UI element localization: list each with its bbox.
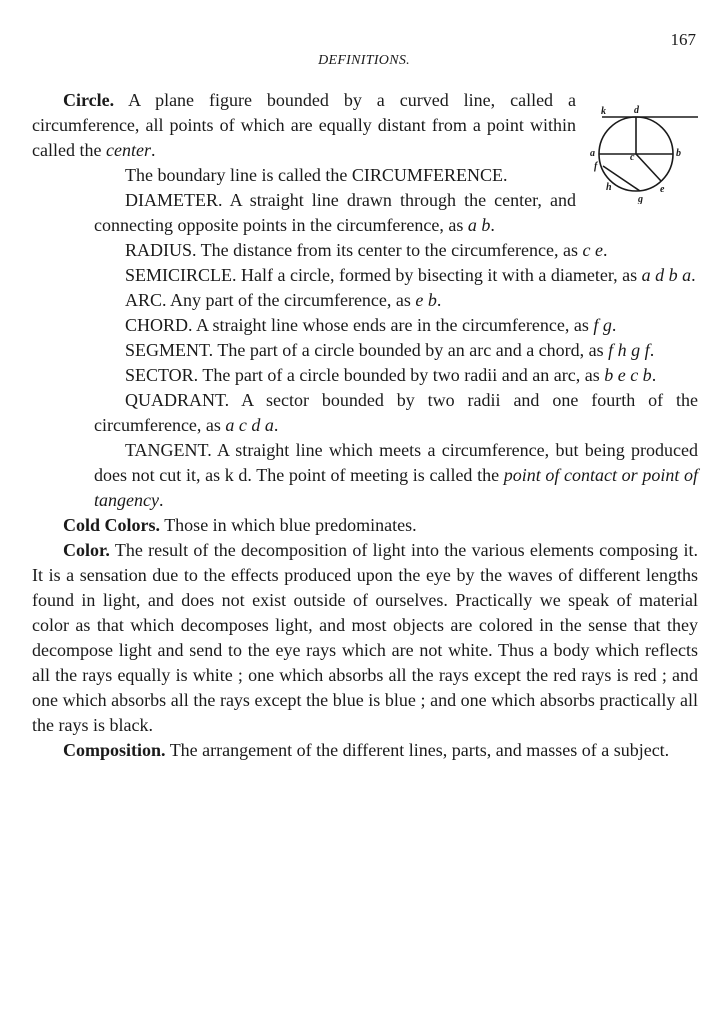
label-h: h <box>606 182 612 193</box>
term-color: Color. <box>63 540 110 560</box>
sector-end: . <box>651 365 657 385</box>
tangent-example: point of contact or point of tangency <box>94 465 698 510</box>
composition-definition: The arrangement of the different lines, parts, and masses of a subject. <box>165 740 670 760</box>
semicircle-example: a d b a <box>641 265 692 285</box>
entry-chord <box>32 313 698 338</box>
term-cold-colors: Cold Colors. <box>63 515 161 535</box>
circle-definition: A plane figure bounded by a curved line, called a circumference, all points of which are equally distant from a point within called the <box>32 90 576 160</box>
sector-text: SECTOR. The part of a circle bounded by two radii and an arc, as <box>125 365 605 385</box>
label-e: e <box>660 184 665 195</box>
tangent-end: . <box>158 490 164 510</box>
label-f: f <box>594 161 598 172</box>
entry-diameter <box>32 188 576 238</box>
label-c: c <box>630 152 635 163</box>
segment-example: f h g f <box>608 340 650 360</box>
diameter-example: a b <box>467 215 491 235</box>
sector-example: b e c b <box>604 365 652 385</box>
entry-cold-colors <box>32 513 698 538</box>
label-g: g <box>638 194 643 204</box>
entry-quadrant <box>32 388 698 438</box>
page-body <box>32 88 698 763</box>
label-d: d <box>634 105 639 116</box>
circumference-text: The boundary line is called the CIRCUMFERENCE. <box>125 165 508 185</box>
chord-end: . <box>611 315 617 335</box>
segment-text: SEGMENT. The part of a circle bounded by an arc and a chord, as <box>125 340 609 360</box>
entry-semicircle <box>32 263 698 288</box>
entry-circumference <box>32 163 576 188</box>
radius-text: RADIUS. The distance from its center to the circumference, as <box>125 240 583 260</box>
arc-text: ARC. Any part of the circumference, as <box>125 290 416 310</box>
term-circle: Circle. <box>63 90 115 110</box>
diameter-end: . <box>490 215 495 235</box>
page-number: 167 <box>670 30 696 49</box>
semicircle-text: SEMICIRCLE. Half a circle, formed by bisecting it with a diameter, as <box>125 265 642 285</box>
chord-text: CHORD. A straight line whose ends are in the circumference, as <box>125 315 594 335</box>
arc-end: . <box>436 290 442 310</box>
entry-radius <box>32 238 698 263</box>
radius-end: . <box>603 240 608 260</box>
circle-center-word: center <box>105 140 151 160</box>
diameter-text: DIAMETER. A straight line drawn through the center, and connecting opposite points in the circumference, as <box>94 190 576 235</box>
arc-example: e b <box>415 290 437 310</box>
semicircle-end: . <box>691 265 696 285</box>
segment-end: . <box>649 340 655 360</box>
entry-segment <box>32 338 698 363</box>
cold-colors-definition: Those in which blue predominates. <box>160 515 417 535</box>
chord-example: f g <box>593 315 612 335</box>
quadrant-text: QUADRANT. A sector bounded by two radii and one fourth of the circumference, as <box>94 390 698 435</box>
circle-end: . <box>150 140 156 160</box>
label-k: k <box>601 106 606 117</box>
running-head: DEFINITIONS. <box>318 53 410 68</box>
label-a: a <box>590 148 595 159</box>
entry-arc <box>32 288 698 313</box>
quadrant-end: . <box>273 415 279 435</box>
color-definition: The result of the decomposition of light into the various elements composing it. It is a sensation due to the effects produced upon the eye by the waves of different lengths found in light, and does not exist outside of ourselves. Practically we speak of material color as that which decomposes light, and most objects are colored in the sense that they decompose light and send to the eye rays which are not white. Thus a body which reflects all the rays equally is white ; one which absorbs all the rays except the red rays is red ; and one which absorbs all the rays except the blue is blue ; and one which absorbs practically all the rays is black. <box>32 540 698 735</box>
entry-color <box>32 538 698 738</box>
quadrant-example: a c d a <box>225 415 274 435</box>
entry-circle <box>32 88 576 163</box>
label-b: b <box>676 148 681 159</box>
term-composition: Composition. <box>63 740 166 760</box>
entry-tangent <box>32 438 698 513</box>
entry-composition <box>32 738 698 763</box>
radius-example: c e <box>582 240 603 260</box>
entry-sector <box>32 363 698 388</box>
tangent-text: TANGENT. A straight line which meets a circumference, but being produced does not cut it, as k d. The point of meeting is called the <box>94 440 698 485</box>
